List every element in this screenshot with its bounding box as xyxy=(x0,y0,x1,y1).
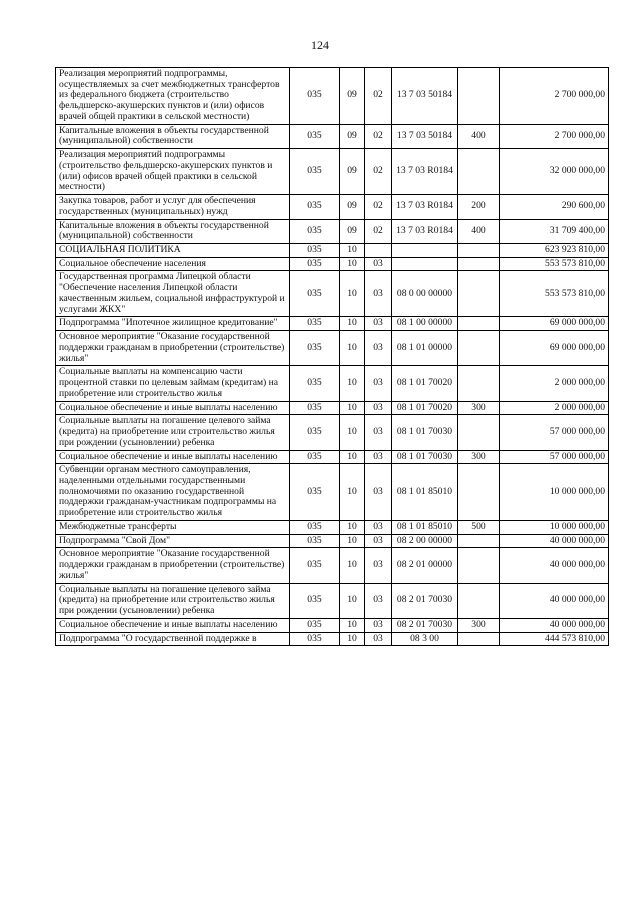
row-amount: 40 000 000,00 xyxy=(500,618,609,632)
row-name: Социальное обеспечение населения xyxy=(56,257,290,271)
row-amount: 2 000 000,00 xyxy=(500,401,609,415)
row-expense-type-code xyxy=(458,464,500,521)
row-grbs-code: 035 xyxy=(290,366,340,401)
row-grbs-code: 035 xyxy=(290,583,340,618)
row-subsection-code: 03 xyxy=(365,271,392,317)
row-grbs-code: 035 xyxy=(290,534,340,548)
row-amount: 40 000 000,00 xyxy=(500,534,609,548)
row-subsection-code: 03 xyxy=(365,632,392,646)
row-section-code: 10 xyxy=(340,244,365,258)
row-section-code: 10 xyxy=(340,401,365,415)
row-subsection-code: 02 xyxy=(365,124,392,148)
table-row xyxy=(56,520,609,534)
row-subsection-code: 03 xyxy=(365,618,392,632)
row-section-code: 10 xyxy=(340,257,365,271)
row-name: Субвенции органам местного самоуправления, наделенными отдельными государственными полномочиями по оказанию государственной поддержки гражданам-участникам подпрограммы на приобретение или строительство жилья xyxy=(56,464,290,521)
row-grbs-code: 035 xyxy=(290,149,340,195)
row-section-code: 10 xyxy=(340,618,365,632)
row-name: Основное мероприятие "Оказание государственной поддержки гражданам в приобретении (строительстве) жилья" xyxy=(56,548,290,583)
row-name: Социальные выплаты на компенсацию части процентной ставки по целевым займам (кредитам) на приобретение или строительство жилья xyxy=(56,366,290,401)
table-row xyxy=(56,124,609,148)
row-expense-type-code xyxy=(458,331,500,366)
row-expense-type-code xyxy=(458,548,500,583)
row-amount: 57 000 000,00 xyxy=(500,450,609,464)
row-target-article-code: 13 7 03 R0184 xyxy=(392,195,458,219)
table-row xyxy=(56,401,609,415)
row-section-code: 09 xyxy=(340,124,365,148)
row-amount: 40 000 000,00 xyxy=(500,583,609,618)
table-row xyxy=(56,195,609,219)
table-row xyxy=(56,534,609,548)
row-name: СОЦИАЛЬНАЯ ПОЛИТИКА xyxy=(56,244,290,258)
table-row xyxy=(56,548,609,583)
table-row xyxy=(56,317,609,331)
table-row xyxy=(56,149,609,195)
row-name: Межбюджетные трансферты xyxy=(56,520,290,534)
row-target-article-code: 08 1 01 70020 xyxy=(392,366,458,401)
page-number: 124 xyxy=(311,38,329,52)
row-subsection-code xyxy=(365,244,392,258)
row-amount: 2 000 000,00 xyxy=(500,366,609,401)
row-subsection-code: 03 xyxy=(365,583,392,618)
row-section-code: 10 xyxy=(340,450,365,464)
row-section-code: 09 xyxy=(340,195,365,219)
row-grbs-code: 035 xyxy=(290,331,340,366)
row-target-article-code: 08 3 00 xyxy=(392,632,458,646)
row-name: Подпрограмма "Свой Дом" xyxy=(56,534,290,548)
row-expense-type-code: 300 xyxy=(458,401,500,415)
row-expense-type-code xyxy=(458,632,500,646)
row-expense-type-code xyxy=(458,149,500,195)
row-amount: 40 000 000,00 xyxy=(500,548,609,583)
table-row xyxy=(56,219,609,243)
row-target-article-code xyxy=(392,257,458,271)
row-name: Социальное обеспечение и иные выплаты населению xyxy=(56,618,290,632)
row-expense-type-code: 200 xyxy=(458,195,500,219)
table-row xyxy=(56,583,609,618)
row-name: Государственная программа Липецкой области "Обеспечение населения Липецкой области качественным жильем, социальной инфраструктурой и услугами ЖКХ" xyxy=(56,271,290,317)
row-grbs-code: 035 xyxy=(290,401,340,415)
row-name: Подпрограмма "О государственной поддержке в xyxy=(56,632,290,646)
row-expense-type-code: 500 xyxy=(458,520,500,534)
row-subsection-code: 03 xyxy=(365,331,392,366)
row-subsection-code: 02 xyxy=(365,149,392,195)
row-subsection-code: 03 xyxy=(365,257,392,271)
row-expense-type-code: 400 xyxy=(458,219,500,243)
row-amount: 623 923 810,00 xyxy=(500,244,609,258)
row-grbs-code: 035 xyxy=(290,632,340,646)
row-section-code: 10 xyxy=(340,548,365,583)
row-name: Социальное обеспечение и иные выплаты населению xyxy=(56,401,290,415)
row-section-code: 10 xyxy=(340,464,365,521)
row-target-article-code: 08 0 00 00000 xyxy=(392,271,458,317)
row-target-article-code: 13 7 03 R0184 xyxy=(392,149,458,195)
row-amount: 57 000 000,00 xyxy=(500,415,609,450)
row-grbs-code: 035 xyxy=(290,450,340,464)
row-target-article-code: 08 1 01 70030 xyxy=(392,450,458,464)
row-target-article-code: 08 1 01 85010 xyxy=(392,464,458,521)
row-grbs-code: 035 xyxy=(290,68,340,125)
row-target-article-code: 08 1 00 00000 xyxy=(392,317,458,331)
row-grbs-code: 035 xyxy=(290,124,340,148)
table-row xyxy=(56,257,609,271)
table-row xyxy=(56,366,609,401)
row-subsection-code: 03 xyxy=(365,415,392,450)
row-target-article-code: 08 1 01 70030 xyxy=(392,415,458,450)
row-amount: 290 600,00 xyxy=(500,195,609,219)
row-name: Закупка товаров, работ и услуг для обеспечения государственных (муниципальных) нужд xyxy=(56,195,290,219)
table-row xyxy=(56,68,609,125)
row-name: Подпрограмма "Ипотечное жилищное кредитование" xyxy=(56,317,290,331)
table-row xyxy=(56,632,609,646)
row-section-code: 09 xyxy=(340,219,365,243)
row-expense-type-code xyxy=(458,317,500,331)
row-section-code: 10 xyxy=(340,632,365,646)
row-subsection-code: 02 xyxy=(365,68,392,125)
row-subsection-code: 03 xyxy=(365,401,392,415)
row-target-article-code: 13 7 03 50184 xyxy=(392,124,458,148)
row-section-code: 10 xyxy=(340,331,365,366)
row-expense-type-code xyxy=(458,271,500,317)
table-row xyxy=(56,271,609,317)
row-target-article-code: 08 1 01 00000 xyxy=(392,331,458,366)
row-amount: 31 709 400,00 xyxy=(500,219,609,243)
row-section-code: 10 xyxy=(340,366,365,401)
table-row xyxy=(56,244,609,258)
row-name: Основное мероприятие "Оказание государственной поддержки гражданам в приобретении (строительстве) жилья" xyxy=(56,331,290,366)
row-grbs-code: 035 xyxy=(290,520,340,534)
row-amount: 69 000 000,00 xyxy=(500,331,609,366)
row-amount: 553 573 810,00 xyxy=(500,271,609,317)
row-section-code: 10 xyxy=(340,534,365,548)
row-target-article-code: 08 2 01 70030 xyxy=(392,583,458,618)
row-grbs-code: 035 xyxy=(290,464,340,521)
row-subsection-code: 03 xyxy=(365,450,392,464)
row-target-article-code: 08 2 01 00000 xyxy=(392,548,458,583)
row-name: Социальные выплаты на погашение целевого займа (кредита) на приобретение или строительство жилья при рождении (усыновлении) ребенка xyxy=(56,415,290,450)
row-grbs-code: 035 xyxy=(290,271,340,317)
row-amount: 10 000 000,00 xyxy=(500,464,609,521)
row-expense-type-code xyxy=(458,583,500,618)
row-amount: 2 700 000,00 xyxy=(500,68,609,125)
row-subsection-code: 03 xyxy=(365,366,392,401)
row-grbs-code: 035 xyxy=(290,219,340,243)
row-grbs-code: 035 xyxy=(290,195,340,219)
row-section-code: 10 xyxy=(340,317,365,331)
row-expense-type-code xyxy=(458,366,500,401)
row-amount: 32 000 000,00 xyxy=(500,149,609,195)
row-target-article-code: 13 7 03 R0184 xyxy=(392,219,458,243)
row-section-code: 10 xyxy=(340,520,365,534)
table-row xyxy=(56,618,609,632)
row-grbs-code: 035 xyxy=(290,548,340,583)
row-expense-type-code xyxy=(458,534,500,548)
table-row xyxy=(56,415,609,450)
table-row xyxy=(56,450,609,464)
row-name: Капитальные вложения в объекты государственной (муниципальной) собственности xyxy=(56,124,290,148)
row-subsection-code: 02 xyxy=(365,219,392,243)
table-row xyxy=(56,331,609,366)
row-amount: 553 573 810,00 xyxy=(500,257,609,271)
row-expense-type-code: 300 xyxy=(458,450,500,464)
row-target-article-code: 13 7 03 50184 xyxy=(392,68,458,125)
row-amount: 10 000 000,00 xyxy=(500,520,609,534)
table-body xyxy=(56,68,609,646)
row-subsection-code: 03 xyxy=(365,534,392,548)
row-expense-type-code: 300 xyxy=(458,618,500,632)
row-grbs-code: 035 xyxy=(290,317,340,331)
row-target-article-code xyxy=(392,244,458,258)
row-name: Социальное обеспечение и иные выплаты населению xyxy=(56,450,290,464)
row-section-code: 09 xyxy=(340,68,365,125)
row-name: Социальные выплаты на погашение целевого займа (кредита) на приобретение или строительство жилья при рождении (усыновлении) ребенка xyxy=(56,583,290,618)
row-name: Реализация мероприятий подпрограммы, осуществляемых за счет межбюджетных трансфертов из федерального бюджета (строительство фельдшерско-акушерских пунктов и (или) офисов врачей общей практики в сельской местности) xyxy=(56,68,290,125)
row-amount: 69 000 000,00 xyxy=(500,317,609,331)
row-subsection-code: 03 xyxy=(365,520,392,534)
row-subsection-code: 03 xyxy=(365,464,392,521)
row-target-article-code: 08 2 00 00000 xyxy=(392,534,458,548)
row-expense-type-code xyxy=(458,244,500,258)
budget-table xyxy=(55,67,609,646)
row-section-code: 09 xyxy=(340,149,365,195)
row-subsection-code: 02 xyxy=(365,195,392,219)
row-target-article-code: 08 1 01 70020 xyxy=(392,401,458,415)
row-subsection-code: 03 xyxy=(365,317,392,331)
row-expense-type-code xyxy=(458,415,500,450)
row-grbs-code: 035 xyxy=(290,257,340,271)
row-target-article-code: 08 1 01 85010 xyxy=(392,520,458,534)
table-row xyxy=(56,464,609,521)
row-grbs-code: 035 xyxy=(290,415,340,450)
row-subsection-code: 03 xyxy=(365,548,392,583)
row-section-code: 10 xyxy=(340,415,365,450)
row-grbs-code: 035 xyxy=(290,618,340,632)
row-expense-type-code xyxy=(458,68,500,125)
row-section-code: 10 xyxy=(340,583,365,618)
row-expense-type-code: 400 xyxy=(458,124,500,148)
row-section-code: 10 xyxy=(340,271,365,317)
row-grbs-code: 035 xyxy=(290,244,340,258)
row-target-article-code: 08 2 01 70030 xyxy=(392,618,458,632)
row-name: Капитальные вложения в объекты государственной (муниципальной) собственности xyxy=(56,219,290,243)
row-name: Реализация мероприятий подпрограммы (строительство фельдшерско-акушерских пунктов и (или) офисов врачей общей практики в сельской местности) xyxy=(56,149,290,195)
row-amount: 444 573 810,00 xyxy=(500,632,609,646)
row-amount: 2 700 000,00 xyxy=(500,124,609,148)
row-expense-type-code xyxy=(458,257,500,271)
